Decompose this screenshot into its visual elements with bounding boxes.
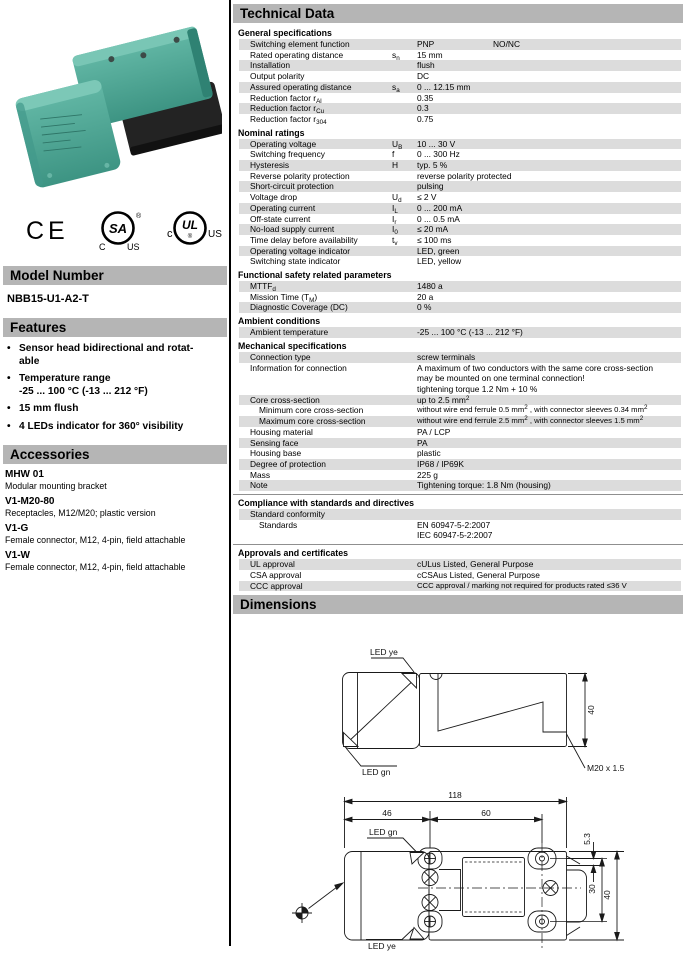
spec-value: flush bbox=[417, 60, 435, 71]
accessory-description: Female connector, M12, 4-pin, field attachable bbox=[5, 535, 186, 545]
spec-symbol bbox=[392, 39, 417, 50]
spec-row bbox=[239, 214, 681, 225]
spec-row bbox=[239, 149, 681, 160]
spec-row bbox=[239, 160, 681, 171]
top-dim-40-label: 40 bbox=[602, 890, 612, 900]
spec-value: up to 2.5 $mm^2$ bbox=[417, 394, 470, 405]
spec-row bbox=[239, 281, 681, 292]
thread-label: M20 x 1.5 bbox=[587, 763, 625, 774]
spec-value: Tightening torque: 1.8 Nm (housing) bbox=[417, 480, 551, 491]
spec-value: PA / LCP bbox=[417, 426, 451, 437]
spec-label: Rated operating distance bbox=[250, 49, 344, 60]
spec-label: Information for connection bbox=[250, 362, 347, 373]
tech-group-title: Compliance with standards and directives bbox=[238, 498, 414, 509]
spec-value: 0 % bbox=[417, 302, 432, 313]
top-dim-118-label: 118 bbox=[448, 790, 462, 801]
feature-item bbox=[0, 403, 226, 416]
spec-label: Standards bbox=[259, 519, 298, 530]
spec-row bbox=[239, 181, 681, 192]
tech-group-title: Nominal ratings bbox=[238, 127, 305, 138]
spec-label: Diagnostic Coverage (DC) bbox=[250, 302, 348, 313]
spec-row bbox=[239, 256, 681, 267]
spec-symbol bbox=[392, 103, 417, 114]
led-yellow-mark-bottom bbox=[410, 928, 424, 940]
spec-row bbox=[239, 570, 681, 581]
spec-symbol: f bbox=[392, 149, 395, 160]
spec-symbol bbox=[392, 570, 417, 581]
top-view-drawing bbox=[292, 797, 624, 948]
product-photo bbox=[6, 12, 222, 204]
spec-value: pulsing bbox=[417, 181, 444, 192]
spec-symbol bbox=[392, 71, 417, 82]
features-list bbox=[0, 343, 228, 433]
feature-text: 15 mm flush bbox=[19, 403, 79, 414]
spec-value: 0 ... 300 Hz bbox=[417, 149, 460, 160]
spec-symbol bbox=[392, 405, 417, 416]
accessory-item bbox=[0, 469, 228, 491]
spec-label: Minimum core cross-section bbox=[259, 405, 364, 416]
cable-gland bbox=[567, 870, 587, 922]
spec-value bbox=[417, 509, 681, 520]
spec-row bbox=[239, 363, 681, 395]
tech-group-title: Functional safety related parameters bbox=[238, 270, 392, 281]
spec-label: Time delay before availability bbox=[250, 234, 358, 245]
spec-row bbox=[239, 192, 681, 203]
spec-symbol: $I_L$ bbox=[392, 202, 398, 215]
tech-group bbox=[233, 314, 683, 338]
side-led-gn-label: LED gn bbox=[362, 767, 391, 778]
spec-label: UL approval bbox=[250, 559, 295, 570]
spec-symbol bbox=[392, 292, 417, 303]
accessory-description: Female connector, M12, 4-pin, field attachable bbox=[5, 562, 186, 572]
spec-value: 0.3 bbox=[417, 103, 429, 114]
spec-row bbox=[239, 327, 681, 338]
spec-symbol bbox=[392, 470, 417, 481]
tech-group bbox=[233, 126, 683, 267]
spec-row bbox=[239, 103, 681, 114]
spec-label: Hysteresis bbox=[250, 160, 290, 171]
spec-value: ≤ 100 ms bbox=[417, 234, 452, 245]
spec-row bbox=[239, 50, 681, 61]
spec-value: EN 60947-5-2:2007 IEC 60947-5-2:2007 bbox=[417, 519, 493, 541]
tech-group-title: Approvals and certificates bbox=[238, 548, 348, 559]
spec-symbol: $I_r$ bbox=[392, 213, 397, 226]
svg-text:c: c bbox=[167, 228, 173, 240]
side-led-ye-label: LED ye bbox=[370, 647, 398, 658]
sensing-face-target bbox=[292, 903, 312, 923]
spec-symbol bbox=[392, 416, 417, 427]
spec-row bbox=[239, 292, 681, 303]
dimension-drawings bbox=[233, 615, 683, 962]
spec-row bbox=[239, 39, 681, 50]
spec-row bbox=[239, 139, 681, 150]
spec-label: $MTTF_d$ bbox=[250, 281, 276, 294]
spec-row bbox=[239, 480, 681, 491]
bullet-icon: • bbox=[7, 373, 11, 384]
feature-item bbox=[0, 343, 226, 368]
top-dim-60-label: 60 bbox=[481, 808, 491, 819]
spec-label: Installation bbox=[250, 60, 291, 71]
tech-group-title: Mechanical specifications bbox=[238, 340, 347, 351]
spec-label: Housing material bbox=[250, 426, 313, 437]
spec-value: without wire end ferrule 0.5 $mm^2$ , with connector sleeves 0.34 $mm^2$ bbox=[417, 404, 648, 415]
spec-symbol bbox=[392, 581, 417, 592]
spec-label: Core cross-section bbox=[250, 394, 320, 405]
spec-value: cULus Listed, General Purpose bbox=[417, 559, 534, 570]
spec-row bbox=[239, 459, 681, 470]
spec-symbol bbox=[392, 281, 417, 292]
tech-group bbox=[233, 26, 683, 125]
accessory-name: MHW 01 bbox=[5, 469, 44, 480]
spec-value: 0.75 bbox=[417, 113, 434, 124]
spec-value: LED, yellow bbox=[417, 256, 462, 267]
svg-text:SA: SA bbox=[108, 221, 128, 236]
spec-label: Voltage drop bbox=[250, 192, 298, 203]
spec-row bbox=[239, 60, 681, 71]
accessories-header: Accessories bbox=[3, 445, 227, 464]
spec-row bbox=[239, 520, 681, 541]
spec-label: Switching frequency bbox=[250, 149, 325, 160]
spec-value: 225 g bbox=[417, 469, 438, 480]
spec-symbol: $t_v$ bbox=[392, 234, 398, 247]
spec-row bbox=[239, 203, 681, 214]
spec-symbol: $U_B$ bbox=[392, 138, 403, 151]
spec-symbol bbox=[392, 327, 417, 338]
spec-value: ≤ 20 mA bbox=[417, 224, 449, 235]
spec-label: Operating voltage bbox=[250, 138, 317, 149]
spec-label: CCC approval bbox=[250, 580, 303, 591]
spec-label: Operating voltage indicator bbox=[250, 245, 351, 256]
spec-symbol bbox=[392, 114, 417, 125]
spec-value: ≤ 2 V bbox=[417, 192, 437, 203]
spec-value: screw terminals bbox=[417, 351, 476, 362]
spec-value: CCC approval / marking not required for products rated ≤36 V bbox=[417, 580, 627, 590]
feature-text: Temperature range -25 ... 100 °C (-13 ... 212 °F) bbox=[19, 373, 148, 397]
spec-symbol bbox=[392, 363, 417, 395]
spec-symbol bbox=[392, 256, 417, 267]
spec-value: PNP NO/NC bbox=[417, 39, 520, 49]
spec-label: Reduction factor $r_{Al}$ bbox=[250, 92, 322, 105]
spec-value: 10 ... 30 V bbox=[417, 138, 456, 149]
spec-row bbox=[239, 416, 681, 427]
spec-label: Reduction factor $r_{304}$ bbox=[250, 113, 327, 126]
spec-label: Ambient temperature bbox=[250, 327, 329, 338]
spec-value: 20 a bbox=[417, 291, 434, 302]
spec-symbol bbox=[392, 438, 417, 449]
svg-text:UL: UL bbox=[182, 218, 198, 232]
spec-row bbox=[239, 581, 681, 592]
spec-symbol bbox=[392, 448, 417, 459]
spec-label: No-load supply current bbox=[250, 224, 335, 235]
spec-label: Maximum core cross-section bbox=[259, 416, 366, 427]
bullet-icon: • bbox=[7, 403, 11, 414]
spec-label: Degree of protection bbox=[250, 458, 326, 469]
accessories-list bbox=[0, 469, 228, 572]
spec-label: Sensing face bbox=[250, 437, 299, 448]
spec-value: reverse polarity protected bbox=[417, 170, 512, 181]
spec-symbol bbox=[392, 427, 417, 438]
spec-value: without wire end ferrule 2.5 $mm^2$ , with connector sleeves 1.5 $mm^2$ bbox=[417, 415, 644, 426]
model-number-value: NBB15-U1-A2-T bbox=[7, 293, 89, 305]
spec-label: Off-state current bbox=[250, 213, 311, 224]
ce-logo: CE bbox=[26, 217, 69, 245]
tech-group bbox=[233, 268, 683, 313]
spec-value: 0 ... 12.15 mm bbox=[417, 81, 471, 92]
spec-value: typ. 5 % bbox=[417, 160, 448, 171]
tech-group-title: Ambient conditions bbox=[238, 316, 321, 327]
top-led-ye-label: LED ye bbox=[368, 941, 396, 952]
accessory-description: Receptacles, M12/M20; plastic version bbox=[5, 508, 156, 518]
section-divider bbox=[233, 494, 683, 495]
section-divider bbox=[233, 544, 683, 545]
spec-row bbox=[239, 427, 681, 438]
feature-text: 4 LEDs indicator for 360° visibility bbox=[19, 420, 184, 432]
spec-value: 0 ... 0.5 mA bbox=[417, 213, 460, 224]
led-green-mark-top bbox=[410, 853, 424, 865]
ul-logo bbox=[167, 213, 222, 244]
spec-symbol bbox=[392, 559, 417, 570]
spec-symbol bbox=[392, 181, 417, 192]
feature-item bbox=[0, 373, 226, 398]
spec-symbol: H bbox=[392, 160, 399, 171]
spec-label: Reverse polarity protection bbox=[250, 170, 350, 181]
spec-symbol bbox=[392, 60, 417, 71]
tech-group bbox=[233, 339, 683, 491]
spec-value: IP68 / IP69K bbox=[417, 458, 465, 469]
accessory-item bbox=[0, 550, 228, 572]
spec-row bbox=[239, 395, 681, 406]
spec-symbol bbox=[392, 520, 417, 541]
spec-label: Output polarity bbox=[250, 71, 305, 82]
column-divider bbox=[229, 0, 231, 946]
accessory-name: V1-M20-80 bbox=[5, 496, 55, 507]
top-led-gn-label: LED gn bbox=[369, 827, 398, 838]
spec-value: A maximum of two conductors with the same core cross-section may be mounted on one terminal connection! tightening torque 1.2 Nm + 10 % bbox=[417, 362, 653, 394]
bullet-icon: • bbox=[7, 420, 11, 432]
csa-logo bbox=[99, 212, 142, 252]
spec-row bbox=[239, 224, 681, 235]
spec-value: 1480 a bbox=[417, 281, 443, 292]
spec-label: Standard conformity bbox=[250, 509, 325, 520]
svg-text:®: ® bbox=[187, 234, 193, 240]
spec-value: 15 mm bbox=[417, 49, 443, 60]
spec-label: Switching element function bbox=[250, 39, 350, 49]
spec-label: Switching state indicator bbox=[250, 256, 341, 267]
spec-row bbox=[239, 438, 681, 449]
right-column bbox=[233, 0, 683, 962]
spec-symbol bbox=[392, 93, 417, 104]
spec-value: PA bbox=[417, 437, 428, 448]
spec-label: Operating current bbox=[250, 202, 316, 213]
spec-value: plastic bbox=[417, 448, 441, 459]
spec-symbol bbox=[392, 459, 417, 470]
accessory-item bbox=[0, 496, 228, 518]
spec-row bbox=[239, 71, 681, 82]
certification-logos bbox=[0, 206, 228, 252]
accessory-item bbox=[0, 523, 228, 545]
feature-text: Sensor head bidirectional and rotat- able bbox=[19, 343, 194, 367]
spec-symbol bbox=[392, 509, 417, 520]
spec-row bbox=[239, 509, 681, 520]
spec-value2: NO/NC bbox=[493, 39, 520, 49]
spec-row bbox=[239, 470, 681, 481]
spec-symbol bbox=[392, 302, 417, 313]
technical-table bbox=[233, 26, 683, 591]
cover-plate bbox=[463, 858, 525, 917]
accessory-name: V1-G bbox=[5, 523, 29, 534]
spec-row bbox=[239, 235, 681, 246]
spec-symbol bbox=[392, 246, 417, 257]
spec-symbol bbox=[392, 480, 417, 491]
spec-symbol: $s_n$ bbox=[392, 49, 400, 62]
spec-row bbox=[239, 559, 681, 570]
spec-label: Assured operating distance bbox=[250, 81, 352, 92]
tech-group bbox=[233, 544, 683, 591]
spec-row bbox=[239, 246, 681, 257]
spec-label: Mass bbox=[250, 469, 271, 480]
side-dim-40-label: 40 bbox=[586, 705, 596, 715]
top-dim-46-label: 46 bbox=[382, 808, 392, 819]
spec-row bbox=[239, 171, 681, 182]
spec-value: DC bbox=[417, 71, 430, 82]
svg-text:®: ® bbox=[136, 213, 142, 220]
led-yellow-mark bbox=[402, 674, 417, 689]
spec-label: Note bbox=[250, 480, 268, 491]
top-dim-30-label: 30 bbox=[587, 884, 597, 894]
spec-label: CSA approval bbox=[250, 569, 302, 580]
spec-row bbox=[239, 82, 681, 93]
spec-label: Short-circuit protection bbox=[250, 181, 334, 192]
spec-value: 0.35 bbox=[417, 92, 434, 103]
spec-row bbox=[239, 114, 681, 125]
features-header: Features bbox=[3, 318, 227, 337]
svg-text:US: US bbox=[208, 229, 222, 240]
spec-symbol bbox=[392, 395, 417, 406]
accessory-description: Modular mounting bracket bbox=[5, 481, 107, 491]
spec-label: Housing base bbox=[250, 448, 302, 459]
model-number-header: Model Number bbox=[3, 266, 227, 285]
spec-value: LED, green bbox=[417, 245, 460, 256]
tech-group-title: General specifications bbox=[238, 28, 332, 38]
spec-label: Connection type bbox=[250, 351, 311, 362]
spec-label: Mission Time $(T_M)$ bbox=[250, 291, 318, 304]
svg-text:US: US bbox=[127, 242, 140, 252]
spec-symbol: $U_d$ bbox=[392, 192, 402, 205]
dimensions-header: Dimensions bbox=[233, 595, 683, 614]
tech-group bbox=[233, 494, 683, 541]
spec-value: -25 ... 100 °C (-13 ... 212 °F) bbox=[417, 327, 523, 338]
spec-symbol bbox=[392, 352, 417, 363]
spec-value: cCSAus Listed, General Purpose bbox=[417, 569, 540, 580]
spec-symbol: $I_0$ bbox=[392, 224, 398, 237]
spec-symbol bbox=[392, 171, 417, 182]
top-dim-5-3-label: 5.3 bbox=[582, 833, 592, 846]
bullet-icon: • bbox=[7, 343, 11, 354]
spec-value: 0 ... 200 mA bbox=[417, 202, 463, 213]
svg-text:C: C bbox=[99, 242, 106, 252]
spec-row bbox=[239, 352, 681, 363]
left-column bbox=[0, 0, 228, 947]
spec-symbol: $s_a$ bbox=[392, 81, 400, 94]
feature-item bbox=[0, 421, 226, 434]
spec-row bbox=[239, 448, 681, 459]
spec-row bbox=[239, 302, 681, 313]
spec-row bbox=[239, 93, 681, 104]
spec-label: Reduction factor $r_{Cu}$ bbox=[250, 103, 325, 116]
accessory-name: V1-W bbox=[5, 550, 30, 561]
spec-row bbox=[239, 405, 681, 416]
technical-data-header: Technical Data bbox=[233, 4, 683, 23]
side-view-drawing bbox=[343, 658, 588, 768]
